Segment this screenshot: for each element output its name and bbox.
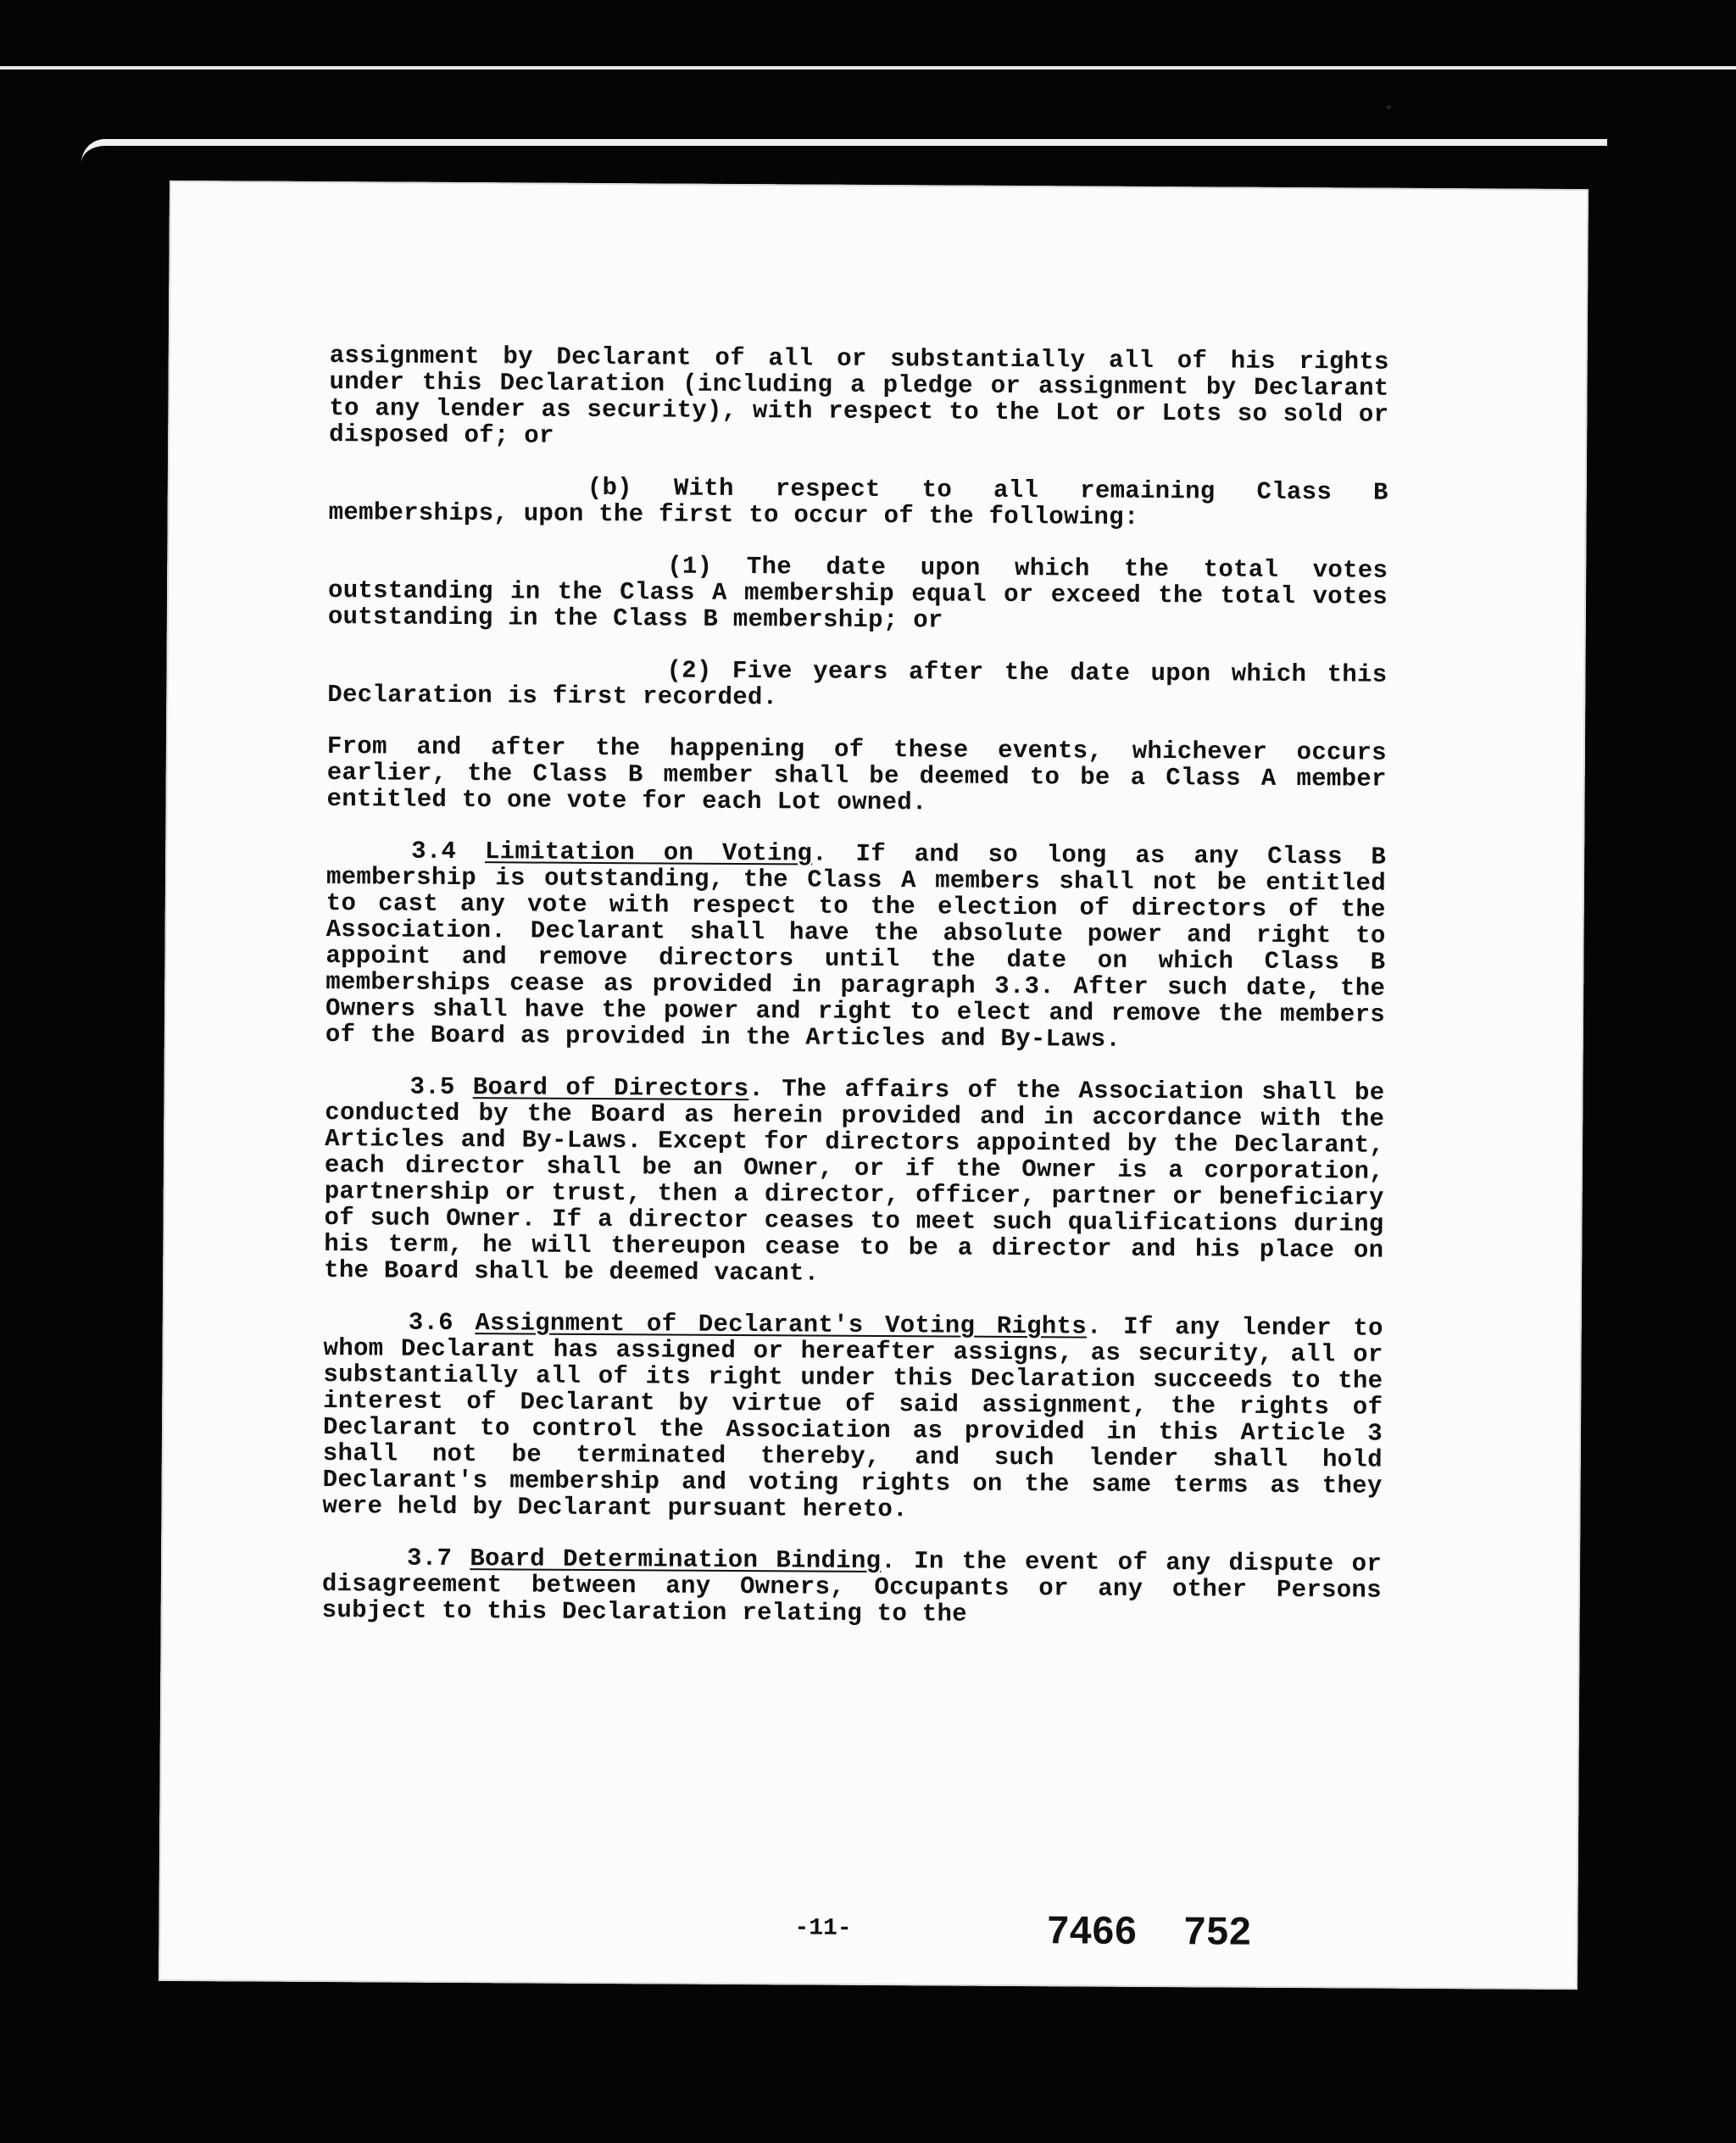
paragraph-text: assignment by Declarant of all or substantially all of his rights under this Declaration (including a pledge or assignment by Declarant to any lender as security), with respect to the Lot or Lots so sold or disposed of; or — [329, 342, 1389, 450]
scanner-top-rule — [0, 66, 1736, 70]
paragraph-after-events — [326, 733, 1387, 819]
paragraph-text: (b) With respect to all remaining Class B memberships, upon the first to occur of the following: — [328, 473, 1388, 532]
paragraph-item-2 — [327, 655, 1387, 715]
section-3-6 — [322, 1309, 1383, 1526]
section-number: 3.7 — [406, 1544, 453, 1572]
section-text: . If any lender to whom Declarant has assigned or hereafter assigns, as security, all or substantially all of its right under this Declaration succeeds to the interest of Declarant by virtue of said assignment, the rights of Declarant to control the Association as provided in this Article 3 shall not be terminated thereby, and such lender shall hold Declarant's membership and voting rights on the same terms as they were held by Declarant pursuant hereto. — [322, 1312, 1383, 1524]
page-content — [321, 342, 1388, 1656]
recording-stamp — [1047, 1906, 1252, 1953]
section-number: 3.5 — [409, 1072, 455, 1101]
section-3-7 — [322, 1545, 1383, 1630]
section-number: 3.6 — [408, 1308, 454, 1337]
section-3-5 — [324, 1073, 1384, 1290]
paragraph-text: (2) Five years after the date upon which this Declaration is first recorded. — [327, 656, 1388, 712]
page-number: -11- — [794, 1915, 852, 1942]
paragraph-continuation — [329, 342, 1389, 454]
page-footer — [159, 1901, 1577, 1961]
section-heading: Board of Directors — [472, 1073, 749, 1104]
section-heading: Board Determination Binding — [470, 1545, 882, 1576]
section-text: . In the event of any dispute or disagreement between any Owners, Occupants or any other Persons subject to this Declaration relating to the — [321, 1547, 1383, 1628]
document-page — [159, 181, 1589, 1990]
paragraph-text: (1) The date upon which the total votes outstanding in the Class A membership equal or exceed the total votes outstanding in the Class B membership; or — [327, 552, 1388, 635]
paragraph-text: From and after the happening of these events, whichever occurs earlier, the Class B member shall be deemed to be a Class A member entitled to one vote for each Lot owned. — [326, 732, 1388, 817]
stamp-book: 7466 — [1047, 1907, 1138, 1952]
scanner-page-edge — [81, 139, 1607, 163]
stamp-page: 752 — [1183, 1908, 1252, 1953]
paragraph-class-b-memberships — [329, 473, 1388, 532]
section-3-4 — [326, 838, 1386, 1055]
section-heading: Assignment of Declarant's Voting Rights — [475, 1309, 1088, 1341]
paragraph-item-1 — [328, 551, 1388, 637]
section-text: . The affairs of the Association shall be conducted by the Board as herein provided and in accordance with the Articles and By-Laws. Except for directors appointed by the Declarant, each director shall be an Owner, or if the Owner is a corporation, partnership or trust, then a director, officer, partner or beneficiary of such Owner. If a director ceases to meet such qualifications during his term, he will thereupon cease to be a director and his place on the Board shall be deemed vacant. — [324, 1075, 1385, 1288]
section-text: . If and so long as any Class B membership is outstanding, the Class A members shall not be entitled to cast any vote with respect to the election of directors of the Association. Declarant shall have the absolute power and right to appoint and remove directors until the date on which Class B memberships cease as provided in paragraph 3.3. After such date, the Owners shall have the power and right to elect and remove the members of the Board as provided in the Articles and By-Laws. — [325, 839, 1387, 1054]
section-number: 3.4 — [411, 837, 457, 866]
section-heading: Limitation on Voting — [484, 838, 813, 868]
